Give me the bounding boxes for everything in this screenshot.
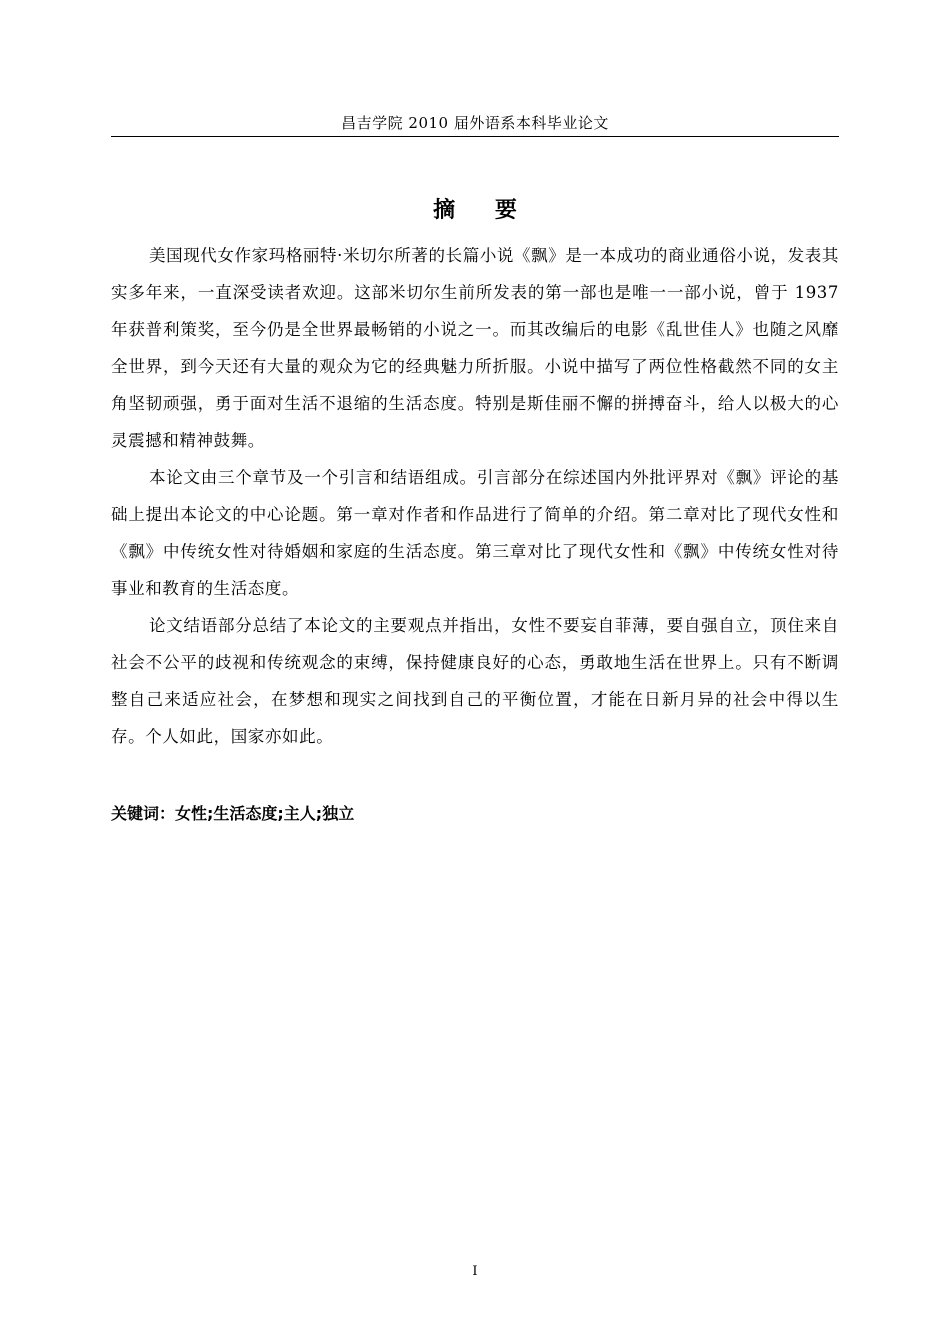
- abstract-paragraph-3: 论文结语部分总结了本论文的主要观点并指出，女性不要妄自菲薄，要自强自立，顶住来自社会不公平的歧视和传统观念的束缚，保持健康良好的心态，勇敢地生活在世界上。只有不断调整自己来适应社会，在梦想和现实之间找到自己的平衡位置，才能在日新月异的社会中得以生存。个人如此，国家亦如此。: [111, 616, 839, 746]
- header-rule: [111, 136, 839, 137]
- abstract-paragraph-2: 本论文由三个章节及一个引言和结语组成。引言部分在综述国内外批评界对《飘》评论的基础上提出本论文的中心论题。第一章对作者和作品进行了简单的介绍。第二章对比了现代女性和《飘》中传统女性对待婚姻和家庭的生活态度。第三章对比了现代女性和《飘》中传统女性对待事业和教育的生活态度。: [111, 468, 839, 598]
- abstract-paragraph-1: 美国现代女作家玛格丽特·米切尔所著的长篇小说《飘》是一本成功的商业通俗小说，发表其实多年来，一直深受读者欢迎。这部米切尔生前所发表的第一部也是唯一一部小说，曾于 1937 年获普利策奖，至今仍是全世界最畅销的小说之一。而其改编后的电影《乱世佳人》也随之风靡全世界，到今天还有大量的观众为它的经典魅力所折服。小说中描写了两位性格截然不同的女主角坚韧顽强，勇于面对生活不退缩的生活态度。特别是斯佳丽不懈的拼搏奋斗，给人以极大的心灵震撼和精神鼓舞。: [111, 246, 839, 450]
- running-header: 昌吉学院 2010 届外语系本科毕业论文: [341, 114, 609, 132]
- keywords-line: 关键词：女性;生活态度;主人;独立: [111, 804, 355, 823]
- abstract-body: [111, 237, 839, 755]
- page-number: I: [472, 1264, 478, 1279]
- abstract-title: 摘 要: [433, 198, 533, 223]
